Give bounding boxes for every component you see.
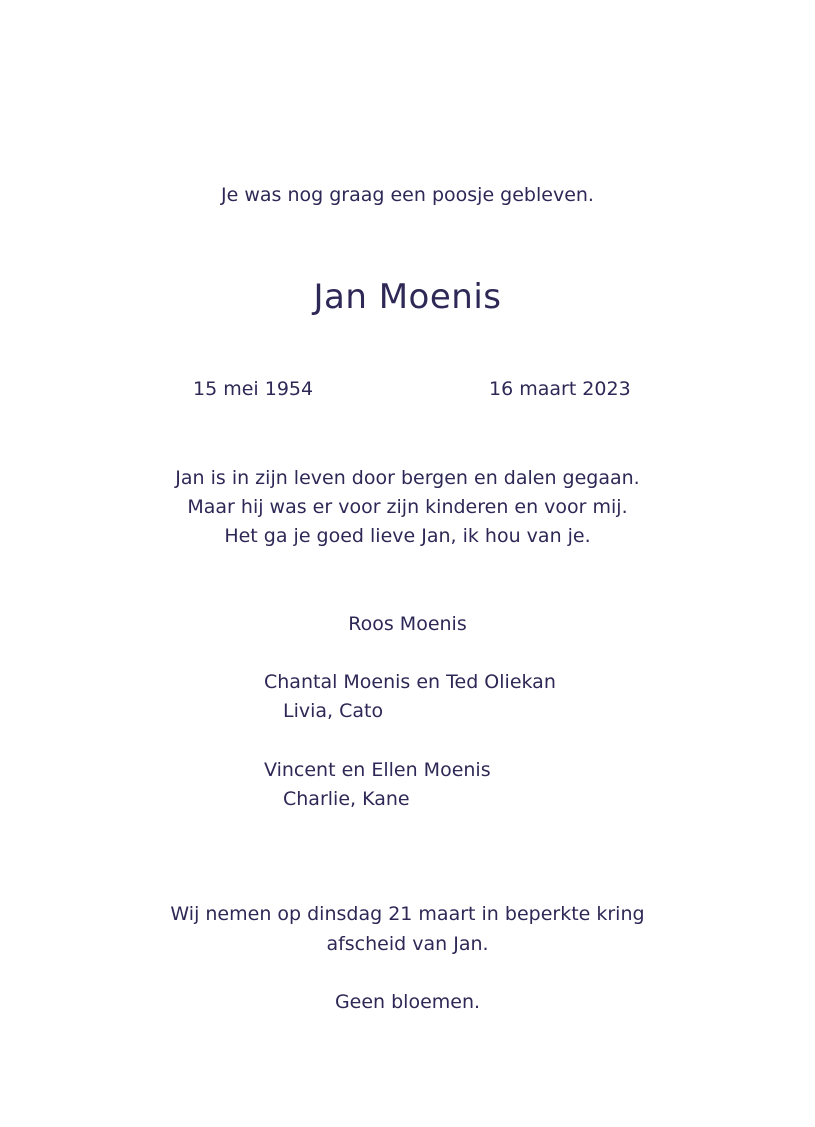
motto: Je was nog graag een poosje gebleven. xyxy=(221,184,594,206)
no-flowers-note: Geen bloemen. xyxy=(334,991,481,1013)
grandchildren: Livia, Cato xyxy=(283,700,384,722)
farewell-line: Wij nemen op dinsdag 21 maart in beperkte kring xyxy=(170,903,645,925)
farewell-line: afscheid van Jan. xyxy=(326,933,489,955)
verse-line: Jan is in zijn leven door bergen en dalen gegaan. xyxy=(175,467,640,489)
child-family: Vincent en Ellen Moenis xyxy=(264,759,491,781)
verse-line: Maar hij was er voor zijn kinderen en voor mij. xyxy=(187,496,628,518)
death-date: 16 maart 2023 xyxy=(489,378,631,400)
grandchildren: Charlie, Kane xyxy=(283,788,410,810)
spouse-name: Roos Moenis xyxy=(348,613,467,635)
birth-date: 15 mei 1954 xyxy=(193,378,314,400)
child-family: Chantal Moenis en Ted Oliekan xyxy=(264,671,556,693)
verse-line: Het ga je goed lieve Jan, ik hou van je. xyxy=(224,525,591,547)
deceased-name: Jan Moenis xyxy=(313,277,502,317)
